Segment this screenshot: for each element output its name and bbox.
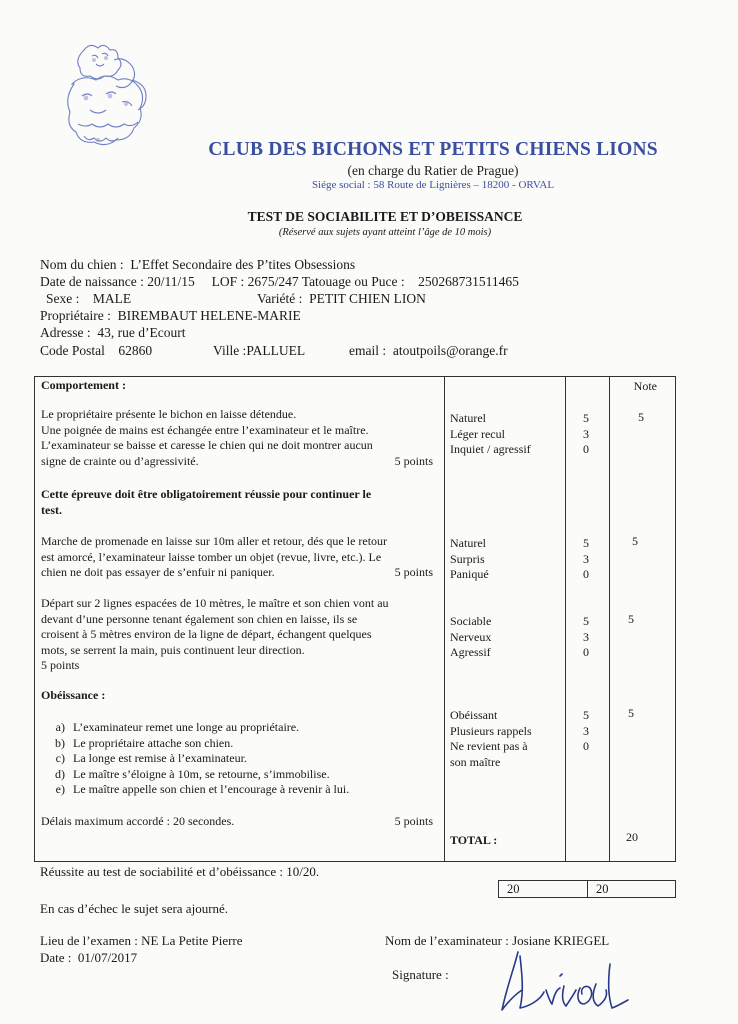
test-title: TEST DE SOCIABILITE ET D’OBEISSANCE: [247, 209, 523, 224]
postcode-row: [40, 343, 152, 359]
lof-label: LOF :: [211, 274, 245, 289]
section-note: 5: [638, 410, 644, 424]
item-letter: a): [55, 720, 65, 734]
option-label: Ne revient pas à: [450, 739, 528, 753]
option-scores: [583, 411, 589, 458]
result-text: Réussite au test de sociabilité et d’obéissance : 10/20.: [40, 864, 320, 879]
examiner-row: [385, 933, 609, 949]
test-age-note: (Réservé aux sujets ayant atteint l’âge de 10 mois): [278, 227, 492, 238]
section-line: Le propriétaire présente le bichon en laisse détendue.: [41, 407, 297, 421]
birth-label: Date de naissance :: [40, 274, 144, 289]
section-walk: [41, 534, 439, 581]
section-note: 5: [628, 612, 634, 626]
sex-value: MALE: [92, 291, 132, 306]
email-value: atoutpoils@orange.fr: [392, 343, 508, 358]
sex-row: [46, 291, 131, 307]
owner-label: Propriétaire :: [40, 308, 111, 323]
item-text: L’examinateur remet une longe au propriétaire.: [73, 720, 300, 734]
club-subtitle: (en charge du Ratier de Prague): [347, 163, 519, 178]
chip-label: Tatouage ou Puce :: [301, 274, 405, 289]
section-line: 5 points: [41, 658, 80, 672]
list-item: [41, 782, 439, 798]
total-value: 20: [626, 830, 638, 844]
mandatory-note: [41, 487, 439, 518]
option-label: Naturel: [450, 411, 486, 425]
option-score: 5: [583, 614, 589, 628]
option-score: 5: [583, 536, 589, 550]
failure-note: En cas d’échec le sujet sera ajourné.: [40, 901, 229, 916]
birth-row: [40, 274, 519, 290]
section-points: 5 points: [394, 565, 433, 579]
section-line: signe de crainte ou d’agressivité.: [41, 453, 199, 468]
dog-name-row: [40, 257, 355, 273]
handwritten-signature: [496, 950, 646, 1020]
city-value: PALLUEL: [246, 343, 306, 358]
item-letter: d): [55, 766, 65, 781]
variety-row: [257, 291, 426, 307]
option-score: 0: [583, 442, 589, 456]
variety-value: PETIT CHIEN LION: [309, 291, 426, 306]
comportement-title: Comportement :: [41, 378, 126, 392]
option-score: 5: [583, 708, 589, 722]
option-score: 0: [583, 739, 589, 753]
city-row: [213, 343, 305, 359]
option-score: 3: [583, 723, 589, 738]
birth-date: 20/11/15: [147, 274, 195, 289]
delay-row: [41, 814, 439, 830]
section-options: [450, 536, 489, 583]
examiner-label: Nom de l’examinateur :: [385, 933, 509, 948]
option-label: Nerveux: [450, 629, 492, 644]
score-table: [34, 376, 676, 862]
note-header: Note: [633, 379, 657, 393]
option-label: Léger recul: [450, 426, 505, 441]
option-scores: [583, 614, 589, 661]
mandatory-line: Cette épreuve doit être obligatoirement réussie pour continuer le: [41, 487, 372, 501]
section-options: [450, 614, 491, 661]
sex-label: Sexe :: [46, 291, 80, 306]
list-item: [41, 720, 439, 736]
club-name: CLUB DES BICHONS ET PETITS CHIENS LIONS: [208, 139, 658, 160]
section-line: Une poignée de mains est échangée entre l’examinateur et le maître.: [41, 422, 369, 437]
exam-place-label: Lieu de l’examen :: [40, 933, 138, 948]
mandatory-line: test.: [41, 502, 62, 517]
section-note: 5: [632, 534, 638, 548]
section-line: devant d’une personne tenant également son chien en laisse, ils se: [41, 611, 358, 626]
option-label: son maître: [450, 754, 501, 769]
city-label: Ville :: [213, 343, 247, 358]
option-scores: [583, 536, 589, 583]
item-letter: c): [55, 751, 65, 765]
section-line: Marche de promenade en laisse sur 10m aller et retour, dés que le retour: [41, 534, 388, 548]
option-label: Paniqué: [450, 567, 489, 581]
owner-name: BIREMBAUT HELENE-MARIE: [117, 308, 301, 323]
exam-date: 01/07/2017: [77, 950, 138, 965]
variety-label: Variété :: [257, 291, 303, 306]
section-crossing: [41, 596, 439, 674]
examiner-name: Josiane KRIEGEL: [512, 933, 610, 948]
option-label: Agressif: [450, 645, 491, 659]
item-text: Le propriétaire attache son chien.: [73, 735, 234, 750]
postcode-value: 62860: [118, 343, 153, 358]
option-label: Sociable: [450, 614, 492, 628]
list-item: [41, 767, 439, 783]
exam-date-label: Date :: [40, 950, 72, 965]
score-box-1: 20: [498, 880, 588, 898]
obeissance-steps: [41, 720, 439, 798]
section-line: Départ sur 2 lignes espacées de 10 mètres, le maître et son chien vont au: [41, 596, 389, 610]
section-line: chien ne doit pas essayer de s’enfuir ni paniquer.: [41, 565, 275, 579]
total-label: TOTAL :: [450, 833, 498, 847]
option-score: 5: [583, 411, 589, 425]
section-points: 5 points: [394, 814, 433, 828]
email-row: [349, 343, 508, 359]
list-item: [41, 736, 439, 752]
lof-number: 2675/247: [247, 274, 299, 289]
section-presentation: [41, 407, 439, 469]
option-score: 3: [583, 629, 589, 644]
dog-name-label: Nom du chien :: [40, 257, 124, 272]
table-divider: [565, 377, 566, 861]
dog-name: L’Effet Secondaire des P’tites Obsessions: [130, 257, 356, 272]
option-score: 0: [583, 645, 589, 659]
exam-date-row: [40, 950, 137, 966]
address-label: Adresse :: [40, 325, 91, 340]
item-text: Le maître appelle son chien et l’encourage à revenir à lui.: [73, 782, 350, 796]
table-divider: [609, 377, 610, 861]
obeissance-title: Obéissance :: [41, 688, 106, 702]
address-value: 43, rue d’Ecourt: [97, 325, 186, 340]
section-line: L’examinateur se baisse et caresse le chien qui ne doit montrer aucun: [41, 438, 373, 452]
option-label: Naturel: [450, 536, 486, 550]
section-options: [450, 411, 531, 458]
section-line: croisent à 5 mètres environ de la ligne de départ, échangent quelques: [41, 627, 372, 641]
section-points: 5 points: [394, 453, 433, 468]
option-score: 3: [583, 551, 589, 566]
item-letter: b): [55, 735, 65, 750]
option-scores: [583, 708, 589, 755]
option-label: Surpris: [450, 551, 485, 566]
list-item: [41, 751, 439, 767]
option-score: 3: [583, 426, 589, 441]
item-letter: e): [55, 782, 65, 796]
option-label: Plusieurs rappels: [450, 723, 532, 738]
option-score: 0: [583, 567, 589, 581]
section-note: 5: [628, 706, 634, 720]
chip-number: 250268731511465: [418, 274, 519, 289]
delay-text: Délais maximum accordé : 20 secondes.: [41, 814, 235, 828]
postcode-label: Code Postal: [40, 343, 105, 358]
club-address: Siége social : 58 Route de Lignières – 18200 - ORVAL: [311, 179, 555, 191]
exam-place: NE La Petite Pierre: [141, 933, 243, 948]
signature-label: Signature :: [392, 967, 449, 982]
option-label: Obéissant: [450, 708, 498, 722]
section-options: [450, 708, 532, 770]
section-line: mots, se serrent la main, puis continuent leur direction.: [41, 642, 305, 657]
score-box-2: 20: [587, 880, 676, 898]
item-text: Le maître s’éloigne à 10m, se retourne, s’immobilise.: [73, 766, 330, 781]
table-divider: [444, 377, 445, 861]
exam-place-row: [40, 933, 243, 949]
item-text: La longe est remise à l’examinateur.: [73, 751, 247, 765]
owner-row: [40, 308, 301, 324]
address-row: [40, 325, 185, 341]
section-line: est amorcé, l’examinateur laisse tomber un objet (revue, livre, etc.). Le: [41, 549, 382, 564]
option-label: Inquiet / agressif: [450, 442, 531, 456]
email-label: email :: [349, 343, 387, 358]
